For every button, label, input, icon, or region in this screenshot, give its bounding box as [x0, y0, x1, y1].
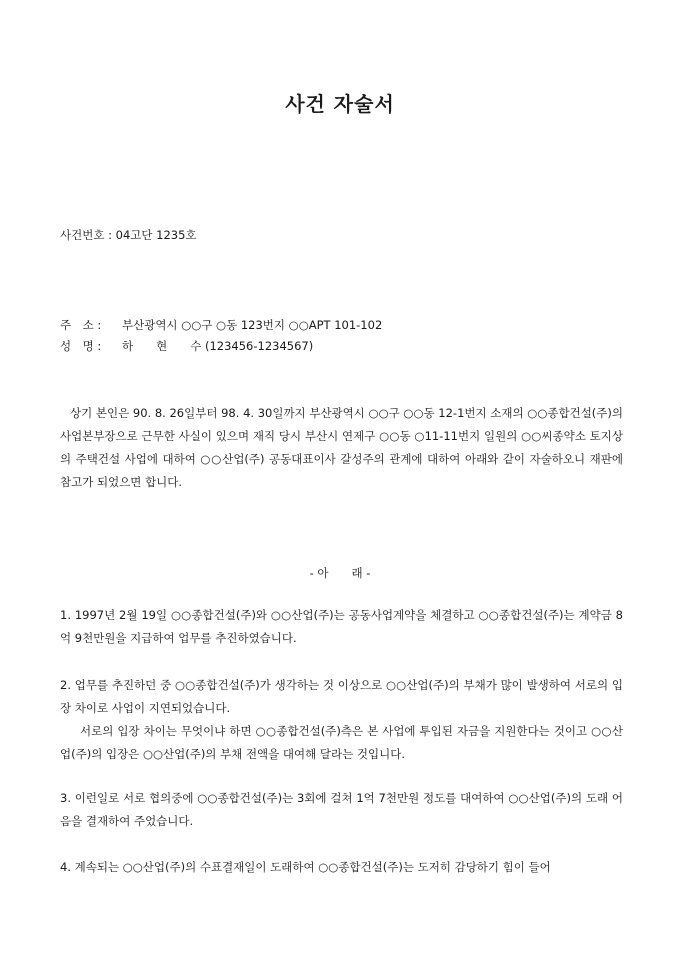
list-item-1: 1. 1997년 2월 19일 ○○종합건설(주)와 ○○산업(주)는 공동사업계약을 체결하고 ○○종합건설(주)는 계약금 8억 9천만원을 지급하여 업무를 추진하였습니다. [60, 608, 623, 645]
name-value: 하 현 수 (123456-1234567) [122, 339, 314, 353]
address-label: 주 소 : [60, 318, 102, 332]
address-line [60, 317, 382, 333]
document-title: 사건 자술서 [285, 92, 395, 116]
list-item-4: 4. 계속되는 ○○산업(주)의 수표결재일이 도래하여 ○○종합건설(주)는 도저히 감당하기 힘이 들어 [60, 860, 551, 874]
list-item-2-continued: 서로의 입장 차이는 무엇이냐 하면 ○○종합건설(주)측은 본 사업에 투입된 자금을 지원한다는 것이고 ○○산업(주)의 입장은 ○○산업(주)의 부채 전액을 대여해 달라는 것입니다. [60, 724, 623, 761]
case-number-value: 04고단 1235호 [115, 228, 197, 242]
address-value: 부산광역시 ○○구 ○동 123번지 ○○APT 101-102 [122, 318, 383, 332]
intro-paragraph: 상기 본인은 90. 8. 26일부터 98. 4. 30일까지 부산광역시 ○○구 ○○동 12-1번지 소재의 ○○종합건설(주)의 사업본부장으로 근무한 사실이 있으며 재직 당시 부산시 연제구 ○○동 ○11-11번지 일원의 ○○씨종약소 토지상의 주택건설 사업에 대하여 ○○산업(주) 공동대표이사 갈성주의 관계에 대하여 아래와 같이 자술하오니 재판에 참고가 되었으면 합니다. [60, 406, 623, 489]
list-item-2: 2. 업무를 추진하던 중 ○○종합건설(주)가 생각하는 것 이상으로 ○○산업(주)의 부채가 많이 발생하여 서로의 입장 차이로 사업이 지연되었습니다. [60, 678, 623, 715]
name-line [60, 338, 313, 354]
case-number-label: 사건번호 : [60, 228, 112, 242]
section-heading: - 아 래 - [309, 566, 371, 580]
case-number-line [60, 227, 197, 243]
list-item-3: 3. 이런일로 서로 협의중에 ○○종합건설(주)는 3회에 걸쳐 1억 7천만원 정도를 대여하여 ○○산업(주)의 도래 어음을 결재하여 주었습니다. [60, 791, 623, 828]
name-label: 성 명 : [60, 339, 102, 353]
